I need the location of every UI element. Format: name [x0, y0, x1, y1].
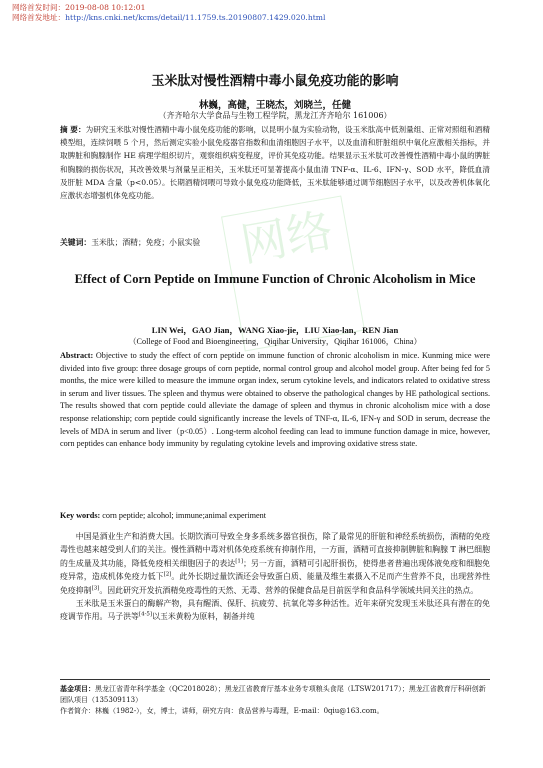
- body-text-run: 。因此研究开发抗酒精免疫毒性的天然、无毒、营养的保健食品是目前医学和食品科学领域共同关注的热点。: [99, 585, 479, 595]
- chinese-affiliation: （齐齐哈尔大学食品与生物工程学院，黑龙江齐齐哈尔 161006）: [158, 111, 392, 120]
- author-text: 林巍（1982-），女，博士，讲师，研究方向：食品营养与毒理，E-mail：0qiu@163.com。: [95, 706, 384, 715]
- english-title: Effect of Corn Peptide on Immune Function of Chronic Alcoholism in Mice: [74, 272, 476, 286]
- body-text-run: 中国是酒业生产和消费大国。长期饮酒可导致全身多系统多器官损伤，除了最常见的肝脏和神经系统损伤，酒精的免疫毒性也越来越受到人们的关注。慢性酒精中毒对机体免疫系统有抑制作用，一方面，酒精可直接抑制脾脏和胸腺 T 淋巴细胞的生成量及其功能，降低免疫相关细胞因子的表达: [60, 532, 490, 568]
- english-keywords-label: Key words:: [60, 511, 101, 520]
- english-keywords: [60, 511, 490, 520]
- body-paragraph-1: [60, 530, 490, 597]
- citation-ref[interactable]: [1]: [235, 558, 244, 565]
- publish-address-label: 网络首发地址：: [12, 13, 66, 22]
- citation-ref[interactable]: [3]: [91, 585, 100, 591]
- english-abstract: [60, 350, 490, 451]
- english-keywords-text: corn peptide; alcohol; immune;animal experiment: [102, 511, 266, 520]
- fund-footnote: [60, 684, 490, 706]
- english-abstract-text: Objective to study the effect of corn peptide on immune function of chronic alcoholism in mice. Kunming mice were divided into five group: three dosage groups of corn peptide, normal control group and alcohol model group. After being fed for 5 months, the mice were killed to measure the immune organ index, serum cytokine levels, and indicators related to oxidative stress in serum and liver tissues. The spleen and thymus were obtained to observe the pathological changes by HE pathological sections. The results showed that corn peptide could alleviate the damage of spleen and thymus in chronic alcoholism mice with a dose response relationship; corn peptide could significantly increase the levels of TNF-α, IL-6, IFN-γ and SOD in serum, decrease the levels of MDA in serum and liver（p<0.05）. Long-term alcohol feeding can lead to immune function damage in mice, however, corn peptides can enhance body immunity by regulating cytokine levels and improving oxidative stress state.: [60, 351, 491, 449]
- publish-time-value: 2019-08-08 10:12:01: [65, 3, 146, 12]
- english-abstract-label: Abstract:: [60, 351, 94, 360]
- citation-ref[interactable]: [2]: [163, 571, 172, 578]
- publish-time-label: 网络首发时间：: [12, 3, 66, 12]
- chinese-keywords-label: 关键词：: [60, 238, 92, 247]
- fund-label: 基金项目：: [60, 684, 95, 693]
- footnote-divider: [60, 679, 490, 680]
- chinese-abstract-label: 摘 要：: [60, 125, 86, 134]
- footnotes: [60, 684, 490, 716]
- body-text-run: 玉米肽是玉米蛋白的酶解产物，具有醒酒、保肝、抗疲劳、抗氧化等多种活性。近年来研究发现玉米肽还具有潜在的免疫调节作用。马子洪等: [60, 599, 490, 622]
- body-text-run: ；另一方面，酒精可引起肝损伤，使得患者普遍出现体液免疫和细胞免疫异常，造成机体免疫力低下: [60, 558, 490, 582]
- chinese-keywords: [60, 237, 490, 248]
- chinese-title: 玉米肽对慢性酒精中毒小鼠免疫功能的影响: [151, 74, 399, 89]
- chinese-authors: 林巍，高健，王晓杰，刘晓兰，任健: [198, 100, 351, 111]
- body-text-run: 。此外长期过量饮酒还会导致蛋白质、能量及维生素摄入不足而产生营养不良，出现营养性免疫抑制: [60, 572, 490, 595]
- chinese-abstract: [60, 123, 490, 202]
- cnki-watermark: 网络: [221, 195, 365, 351]
- body-text-run: 以玉米黄粉为原料，制备并纯: [152, 612, 255, 622]
- chinese-keywords-text: 玉米肽；酒精；免疫；小鼠实验: [91, 238, 201, 247]
- body-paragraph-2: [60, 597, 490, 624]
- publish-address-link[interactable]: http://kns.cnki.net/kcms/detail/11.1759.ts.20190807.1429.020.html: [65, 13, 326, 22]
- citation-ref[interactable]: [4-5]: [138, 611, 153, 618]
- english-affiliation: （College of Food and Bioengineering，Qiqihar University，Qiqihar 161006，China）: [128, 337, 422, 346]
- author-footnote: [60, 706, 490, 717]
- fund-text: 黑龙江省青年科学基金（QC2018028）；黑龙江省教育厅基本业务专项粮头食尾（LTSW201717）；黑龙江省教育厅科研创新团队项目（135309113）: [60, 685, 486, 704]
- chinese-abstract-text: 为研究玉米肽对慢性酒精中毒小鼠免疫功能的影响，以昆明小鼠为实验动物，设玉米肽高中低剂量组、正常对照组和酒精模型组，连续饲喂 5 个月，然后测定实验小鼠免疫器官指数和血清细胞因子水平，以及血清和肝脏组织中氧化应激相关指标，并取脾脏和胸腺制作 HE 病理学组织切片，观察组织病变程度，评价其免疫功能。结果显示玉米肽可改善慢性酒精中毒小鼠的脾脏和胸腺的损伤状况，其改善效果与剂量呈正相关，玉米肽还可显著提高小鼠血清 TNF-α、IL-6、IFN-γ、SOD 水平，降低血清及肝脏 MDA 含量（p<0.05）。长期酒精饲喂可导致小鼠免疫功能降低，玉米肽能够通过调节细胞因子水平，以及改善机体氧化应激状态增强机体免疫功能。: [60, 125, 490, 201]
- network-first-publish-header: [12, 3, 325, 23]
- author-label: 作者简介：: [60, 706, 95, 715]
- body-text: [60, 530, 490, 624]
- english-authors: LIN Wei，GAO Jian，WANG Xiao-jie，LIU Xiao-lan，REN Jian: [151, 325, 399, 335]
